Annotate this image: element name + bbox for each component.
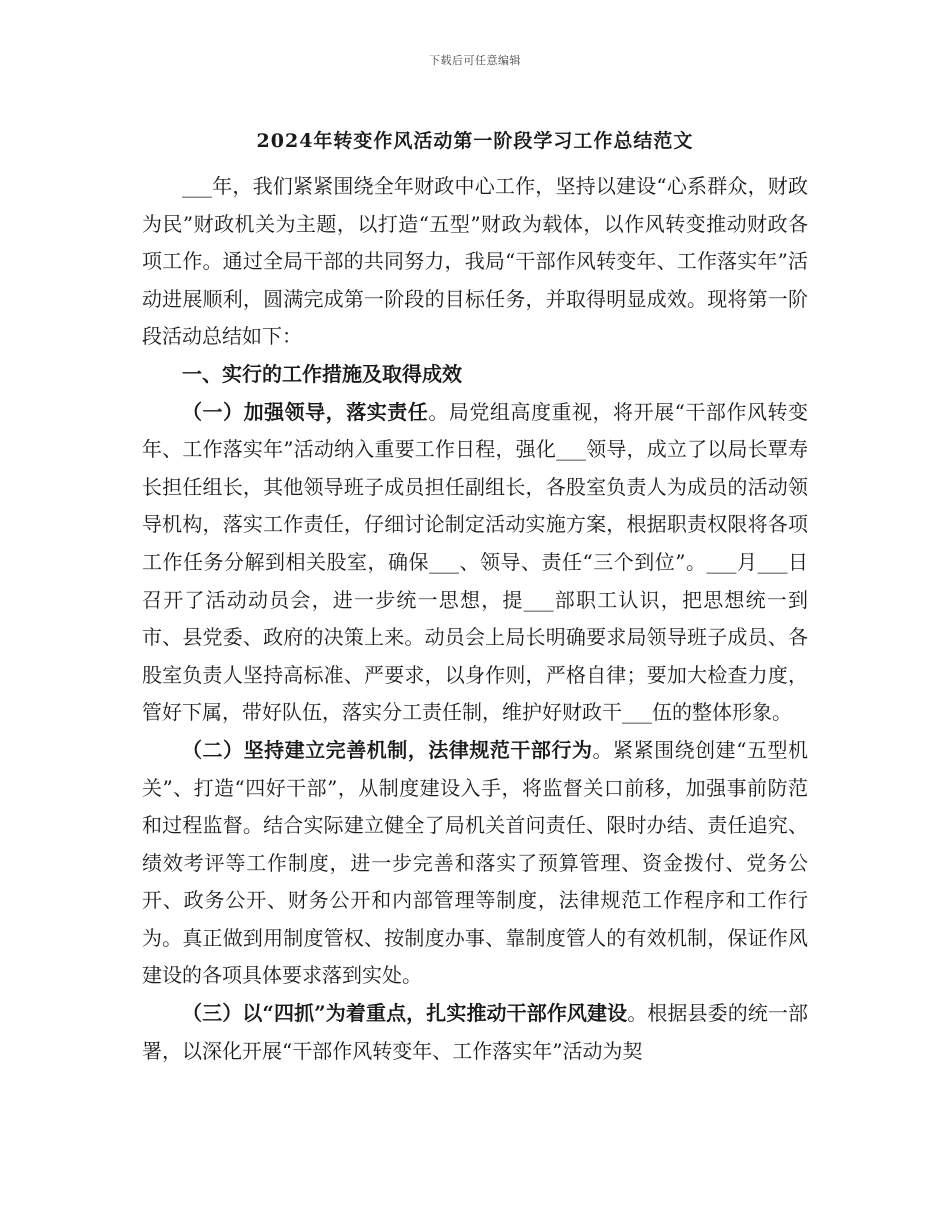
paragraph-1-lead: （一）加强领导，落实责任: [182, 399, 429, 424]
paragraph-3: [142, 995, 808, 1070]
section-heading: 一、实行的工作措施及取得成效: [182, 361, 462, 386]
paragraph-2: [142, 732, 808, 995]
header-note: 下载后可任意编辑: [429, 54, 521, 67]
paragraph-3-lead: （三）以“四抓”为着重点，扎实推动干部作风建设: [182, 1001, 628, 1026]
paragraph-3-body: 。根据县委的统一部署，以深化开展“干部作风转变年、工作落实年”活动为契: [142, 1001, 809, 1063]
document-title: 2024年转变作风活动第一阶段学习工作总结范文: [256, 130, 694, 152]
intro-paragraph: ___年，我们紧紧围绕全年财政中心工作，坚持以建设“心系群众，财政为民”财政机关为主题，以打造“五型”财政为载体，以作风转变推动财政各项工作。通过全局干部的共同努力，我局“干部作风转变年、工作落实年”活动进展顺利，圆满完成第一阶段的目标任务，并取得明显成效。现将第一阶段活动总结如下：: [142, 174, 808, 349]
paragraph-1: [142, 394, 808, 732]
document-body: [142, 168, 808, 1070]
paragraph-1-body: 。局党组高度重视，将开展“干部作风转变年、工作落实年”活动纳入重要工作日程，强化___领导，成立了以局长覃寿长担任组长，其他领导班子成员担任副组长，各股室负责人为成员的活动领导机构，落实工作责任，仔细讨论制定活动实施方案，根据职责权限将各项工作任务分解到相关股室，确保___、领导、责任“三个到位”。___月___日召开了活动动员会，进一步统一思想，提___部职工认识，把思想统一到市、县党委、政府的决策上来。动员会上局长明确要求局领导班子成员、各股室负责人坚持高标准、严要求，以身作则，严格自律；要加大检查力度，管好下属，带好队伍，落实分工责任制，维护好财政干___伍的整体形象。: [142, 399, 808, 725]
paragraph-2-lead: （二）坚持建立完善机制，法律规范干部行为: [182, 737, 593, 762]
paragraph-2-body: 。紧紧围绕创建“五型机关”、打造“四好干部”，从制度建设入手，将监督关口前移，加强事前防范和过程监督。结合实际建立健全了局机关首问责任、限时办结、责任追究、绩效考评等工作制度，进一步完善和落实了预算管理、资金拨付、党务公开、政务公开、财务公开和内部管理等制度，法律规范工作程序和工作行为。真正做到用制度管权、按制度办事、靠制度管人的有效机制，保证作风建设的各项具体要求落到实处。: [142, 737, 808, 988]
